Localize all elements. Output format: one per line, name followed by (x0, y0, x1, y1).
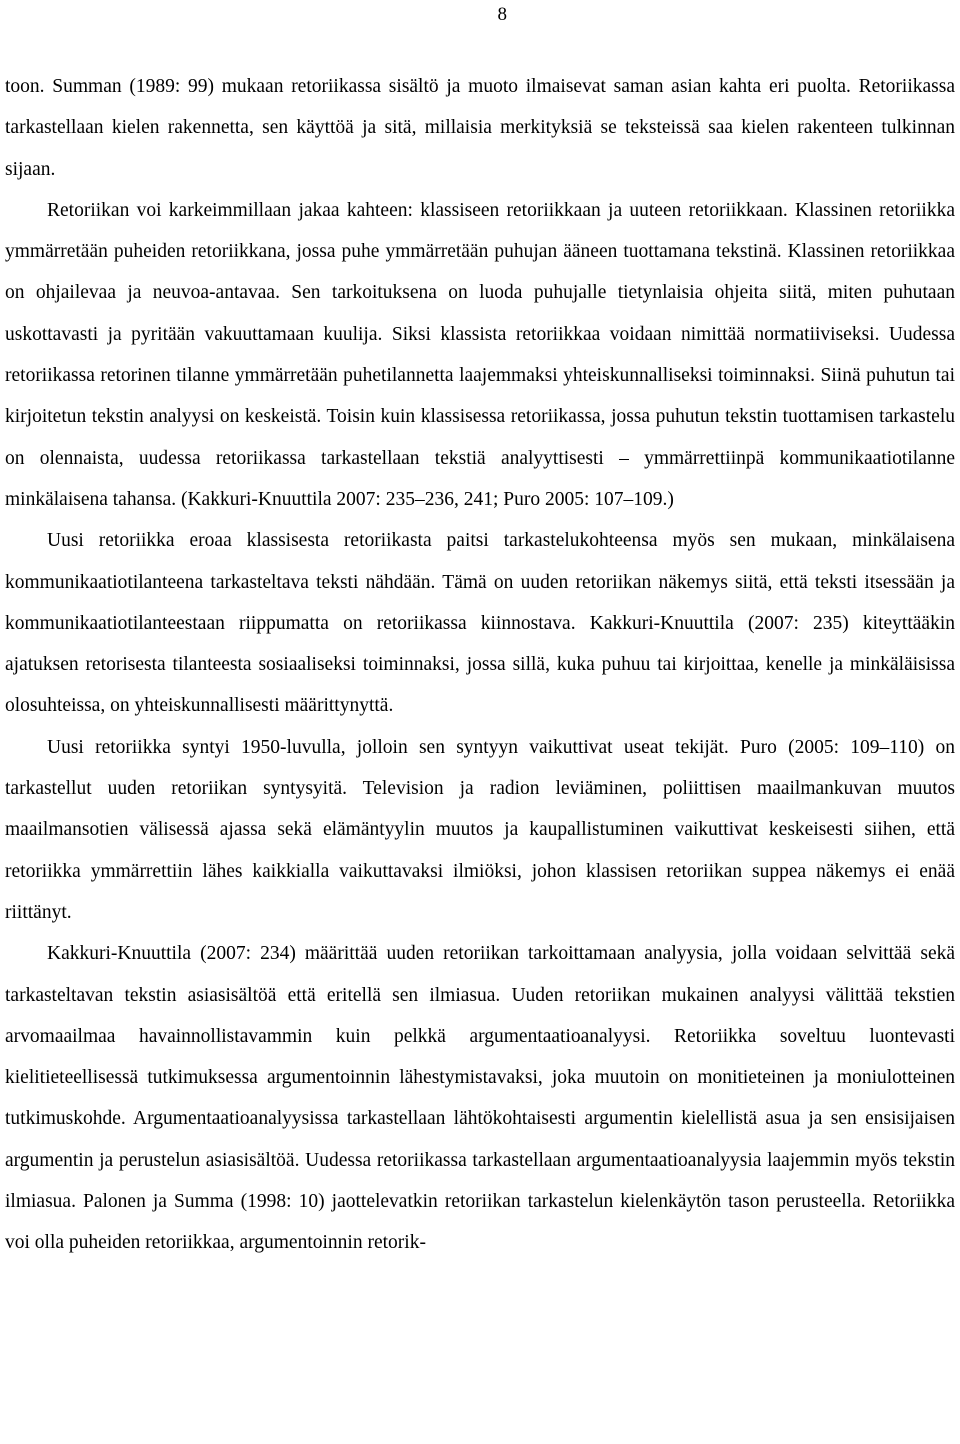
paragraph-1: toon. Summan (1989: 99) mukaan retoriikassa sisältö ja muoto ilmaisevat saman asian kahta eri puolta. Retoriikassa tarkastellaan kielen rakennetta, sen käyttöä ja sitä, millaisia merkityksiä se teksteissä saa kielen rakenteen tulkinnan sijaan. (5, 76, 955, 180)
page-number: 8 (497, 4, 507, 25)
paragraph-2: Retoriikan voi karkeimmillaan jakaa kahteen: klassiseen retoriikkaan ja uuteen retoriikkaan. Klassinen retoriikka ymmärretään puheiden retoriikkana, jossa puhe ymmärretään puhujan ääneen tuottamana tekstinä. Klassinen retoriikkaa on ohjailevaa ja neuvoa-antavaa. Sen tarkoituksena on luoda puhujalle tietynlaisia ohjeita siitä, miten puhutaan uskottavasti ja pyritään vakuuttamaan kuulija. Siksi klassista retoriikkaa voidaan nimittää normatiiviseksi. Uudessa retoriikassa retorinen tilanne ymmärretään puhetilannetta laajemmaksi yhteiskunnalliseksi toiminnaksi. Siinä puhutun tai kirjoitetun tekstin analyysi on keskeistä. Toisin kuin klassisessa retoriikassa, jossa puhutun tekstin tuottamisen tarkastelu on olennaista, uudessa retoriikassa tarkastellaan tekstiä analyyttisesti – ymmärrettiinpä kommunikaatiotilanne minkälaisena tahansa. (Kakkuri-Knuuttila 2007: 235–236, 241; Puro 2005: 107–109.) (5, 199, 955, 510)
document-body (5, 66, 955, 1264)
paragraph-4: Uusi retoriikka syntyi 1950-luvulla, jolloin sen syntyyn vaikuttivat useat tekijät. Puro (2005: 109–110) on tarkastellut uuden retoriikan syntysyitä. Television ja radion leviäminen, poliittisen maailmankuvan muutos maailmansotien välisessä ajassa sekä elämäntyylin muutos ja kaupallistuminen vaikuttivat keskeisesti siihen, että retoriikka ymmärrettiin lähes kaikkialla vaikuttavaksi ilmiöksi, johon klassisen retoriikan suppea näkemys ei enää riittänyt. (5, 736, 955, 923)
paragraph-3: Uusi retoriikka eroaa klassisesta retoriikasta paitsi tarkastelukohteensa myös sen mukaan, minkälaisena kommunikaatiotilanteena tarkasteltava teksti nähdään. Tämä on uuden retoriikan näkemys siitä, että teksti itsessään ja kommunikaatiotilanteestaan riippumatta on retoriikassa kiinnostava. Kakkuri-Knuuttila (2007: 235) kiteyttääkin ajatuksen retorisesta tilanteesta sosiaaliseksi toiminnaksi, jossa sillä, kuka puhuu tai kirjoittaa, kenelle ja minkäläisissa olosuhteissa, on yhteiskunnallisesti määrittynyttä. (5, 530, 955, 717)
paragraph-5: Kakkuri-Knuuttila (2007: 234) määrittää uuden retoriikan tarkoittamaan analyysia, jolla voidaan selvittää sekä tarkasteltavan tekstin asiasisältöä että eritellä sen ilmiasua. Uuden retoriikan mukainen analyysi välittää tekstien arvomaailmaa havainnollistavammin kuin pelkkä argumentaatioanalyysi. Retoriikka soveltuu luontevasti kielitieteellisessä tutkimuksessa argumentoinnin lähestymistavaksi, joka muutoin on monitieteinen ja moniulotteinen tutkimuskohde. Argumentaatioanalyysissa tarkastellaan lähtökohtaisesti argumentin kielellistä asua ja sen ensisijaisen argumentin ja perustelun asiasisältöä. Uudessa retoriikassa tarkastellaan argumentaatioanalyysia laajemmin myös tekstin ilmiasua. Palonen ja Summa (1998: 10) jaottelevatkin retoriikan tarkastelun kielenkäytön tason perusteella. Retoriikka voi olla puheiden retoriikkaa, argumentoinnin retorik- (5, 943, 955, 1254)
